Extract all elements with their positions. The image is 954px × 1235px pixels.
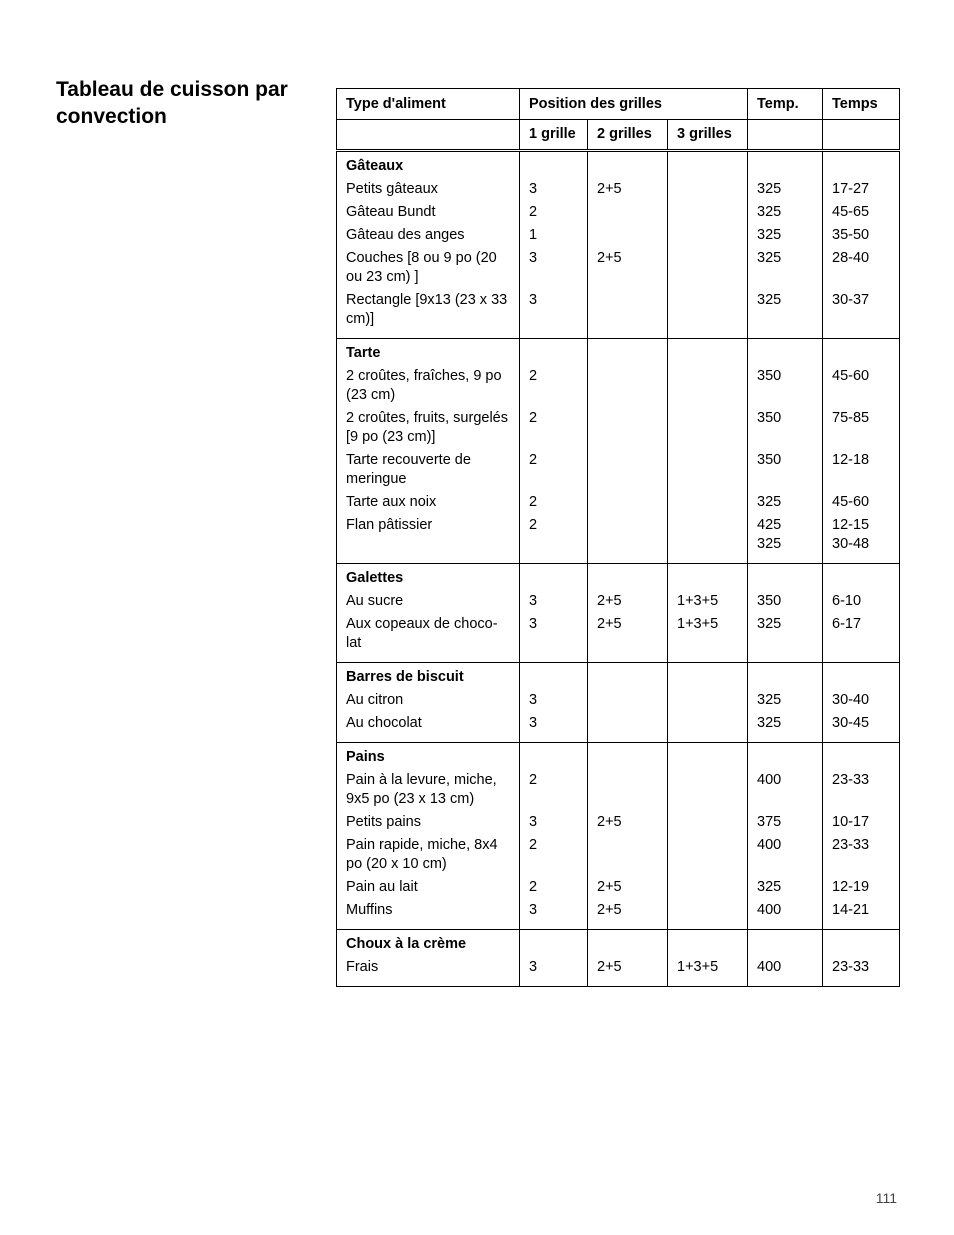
empty-cell — [588, 743, 668, 768]
rack-g1: 1 — [520, 222, 588, 245]
table-body — [337, 151, 900, 987]
temp-cell: 325 — [748, 222, 823, 245]
temp-cell — [748, 512, 823, 564]
food-item: Couches [8 ou 9 po (20 ou 23 cm) ] — [337, 245, 520, 287]
empty-cell — [668, 339, 748, 364]
empty-cell — [668, 663, 748, 688]
food-item: Au sucre — [337, 588, 520, 611]
rack-g3 — [668, 710, 748, 743]
empty-cell — [520, 151, 588, 177]
temp-cell: 325 — [748, 287, 823, 339]
temp-cell: 375 — [748, 809, 823, 832]
empty-cell — [823, 564, 900, 589]
empty-cell — [588, 339, 668, 364]
time-cell: 12-18 — [823, 447, 900, 489]
rack-g2: 2+5 — [588, 611, 668, 663]
rack-g1: 3 — [520, 611, 588, 663]
rack-g3 — [668, 897, 748, 930]
time-cell — [823, 512, 900, 564]
header-position: Position des grilles — [520, 89, 748, 120]
rack-g3 — [668, 405, 748, 447]
food-item: Petits gâteaux — [337, 176, 520, 199]
rack-g2: 2+5 — [588, 245, 668, 287]
table-row — [337, 405, 900, 447]
header-grille-1: 1 grille — [520, 120, 588, 151]
empty-cell — [520, 930, 588, 955]
table-row — [337, 687, 900, 710]
page-title: Tableau de cuisson par convection — [56, 78, 288, 128]
rack-g1: 2 — [520, 512, 588, 564]
rack-g3 — [668, 489, 748, 512]
rack-g2: 2+5 — [588, 588, 668, 611]
food-item: Pain au lait — [337, 874, 520, 897]
empty-cell — [668, 930, 748, 955]
table-row — [337, 199, 900, 222]
rack-g1: 2 — [520, 405, 588, 447]
rack-g2 — [588, 767, 668, 809]
section-name: Choux à la crème — [337, 930, 520, 955]
empty-cell — [520, 663, 588, 688]
empty-cell — [520, 564, 588, 589]
table-row — [337, 954, 900, 987]
temp-cell: 325 — [748, 611, 823, 663]
header-grille-2: 2 grilles — [588, 120, 668, 151]
empty-cell — [588, 151, 668, 177]
header-empty — [337, 120, 520, 151]
food-item: Muffins — [337, 897, 520, 930]
rack-g3 — [668, 809, 748, 832]
temp-cell: 350 — [748, 363, 823, 405]
time-cell: 35-50 — [823, 222, 900, 245]
section-name: Galettes — [337, 564, 520, 589]
temp-cell: 325 — [748, 687, 823, 710]
section-header — [337, 930, 900, 955]
food-item: Frais — [337, 954, 520, 987]
rack-g2 — [588, 199, 668, 222]
time-cell: 14-21 — [823, 897, 900, 930]
rack-g3: 1+3+5 — [668, 954, 748, 987]
time-cell: 30-45 — [823, 710, 900, 743]
rack-g1: 3 — [520, 687, 588, 710]
table-row — [337, 512, 900, 564]
time-cell: 23-33 — [823, 832, 900, 874]
time-value-2: 30-48 — [832, 536, 870, 552]
table-row — [337, 710, 900, 743]
food-item: Tarte aux noix — [337, 489, 520, 512]
temp-cell: 400 — [748, 832, 823, 874]
section-name: Pains — [337, 743, 520, 768]
rack-g2: 2+5 — [588, 176, 668, 199]
temp-cell: 325 — [748, 176, 823, 199]
rack-g3 — [668, 767, 748, 809]
rack-g1: 3 — [520, 245, 588, 287]
empty-cell — [588, 930, 668, 955]
table-row — [337, 447, 900, 489]
empty-cell — [520, 339, 588, 364]
rack-g2: 2+5 — [588, 874, 668, 897]
rack-g2 — [588, 832, 668, 874]
empty-cell — [668, 743, 748, 768]
table-row — [337, 287, 900, 339]
time-cell: 10-17 — [823, 809, 900, 832]
empty-cell — [520, 743, 588, 768]
table-row — [337, 363, 900, 405]
section-header — [337, 564, 900, 589]
section-name: Barres de biscuit — [337, 663, 520, 688]
food-item: Au chocolat — [337, 710, 520, 743]
rack-g1: 3 — [520, 897, 588, 930]
rack-g2: 2+5 — [588, 954, 668, 987]
food-item: 2 croûtes, fruits, surgelés [9 po (23 cm)] — [337, 405, 520, 447]
time-cell: 17-27 — [823, 176, 900, 199]
rack-g3 — [668, 199, 748, 222]
rack-g3 — [668, 176, 748, 199]
empty-cell — [748, 663, 823, 688]
food-item: Gâteau des anges — [337, 222, 520, 245]
temp-cell: 325 — [748, 874, 823, 897]
rack-g2: 2+5 — [588, 809, 668, 832]
food-item: Tarte recouverte de meringue — [337, 447, 520, 489]
rack-g1: 3 — [520, 176, 588, 199]
rack-g3 — [668, 874, 748, 897]
food-item: Gâteau Bundt — [337, 199, 520, 222]
rack-g1: 2 — [520, 199, 588, 222]
rack-g1: 2 — [520, 874, 588, 897]
table-row — [337, 222, 900, 245]
empty-cell — [668, 564, 748, 589]
rack-g2 — [588, 287, 668, 339]
rack-g3 — [668, 832, 748, 874]
food-item: Aux copeaux de choco-lat — [337, 611, 520, 663]
rack-g2 — [588, 687, 668, 710]
rack-g3 — [668, 687, 748, 710]
rack-g1: 2 — [520, 363, 588, 405]
section-header — [337, 743, 900, 768]
rack-g3 — [668, 512, 748, 564]
food-item: Au citron — [337, 687, 520, 710]
rack-g2 — [588, 512, 668, 564]
empty-cell — [588, 564, 668, 589]
rack-g2 — [588, 222, 668, 245]
header-time: Temps — [823, 89, 900, 120]
header-empty — [748, 120, 823, 151]
temp-cell: 350 — [748, 447, 823, 489]
table-row — [337, 611, 900, 663]
rack-g1: 3 — [520, 809, 588, 832]
time-cell: 6-10 — [823, 588, 900, 611]
convection-table — [336, 88, 899, 987]
rack-g3 — [668, 363, 748, 405]
time-cell: 45-65 — [823, 199, 900, 222]
rack-g2 — [588, 363, 668, 405]
temp-cell: 350 — [748, 588, 823, 611]
temp-cell: 325 — [748, 489, 823, 512]
time-cell: 30-37 — [823, 287, 900, 339]
rack-g3 — [668, 222, 748, 245]
time-cell: 12-19 — [823, 874, 900, 897]
rack-g3 — [668, 287, 748, 339]
temp-cell: 400 — [748, 767, 823, 809]
header-grille-3: 3 grilles — [668, 120, 748, 151]
food-item: Rectangle [9x13 (23 x 33 cm)] — [337, 287, 520, 339]
section-header — [337, 663, 900, 688]
rack-g2 — [588, 405, 668, 447]
empty-cell — [823, 151, 900, 177]
time-cell: 6-17 — [823, 611, 900, 663]
rack-g1: 3 — [520, 954, 588, 987]
temp-value: 425 — [757, 517, 782, 533]
rack-g1: 2 — [520, 767, 588, 809]
time-cell: 45-60 — [823, 363, 900, 405]
section-header — [337, 339, 900, 364]
rack-g2 — [588, 489, 668, 512]
temp-cell: 325 — [748, 199, 823, 222]
section-header — [337, 151, 900, 177]
section-name: Tarte — [337, 339, 520, 364]
header-type: Type d'aliment — [337, 89, 520, 120]
empty-cell — [748, 339, 823, 364]
time-value: 12-15 — [832, 517, 870, 533]
rack-g2: 2+5 — [588, 897, 668, 930]
time-cell: 30-40 — [823, 687, 900, 710]
table-row — [337, 245, 900, 287]
rack-g1: 2 — [520, 832, 588, 874]
table-row — [337, 897, 900, 930]
table-row — [337, 767, 900, 809]
food-item: Flan pâtissier — [337, 512, 520, 564]
rack-g3 — [668, 245, 748, 287]
food-item: Petits pains — [337, 809, 520, 832]
header-empty — [823, 120, 900, 151]
rack-g3: 1+3+5 — [668, 588, 748, 611]
table-row — [337, 809, 900, 832]
empty-cell — [748, 564, 823, 589]
empty-cell — [823, 743, 900, 768]
empty-cell — [668, 151, 748, 177]
empty-cell — [748, 743, 823, 768]
temp-cell: 400 — [748, 897, 823, 930]
rack-g1: 3 — [520, 588, 588, 611]
rack-g1: 3 — [520, 287, 588, 339]
header-temp: Temp. — [748, 89, 823, 120]
rack-g1: 2 — [520, 489, 588, 512]
section-name: Gâteaux — [337, 151, 520, 177]
time-cell: 28-40 — [823, 245, 900, 287]
rack-g1: 2 — [520, 447, 588, 489]
time-cell: 23-33 — [823, 767, 900, 809]
temp-cell: 350 — [748, 405, 823, 447]
temp-value-2: 325 — [757, 536, 782, 552]
page-number: 111 — [875, 1190, 897, 1206]
time-cell: 75-85 — [823, 405, 900, 447]
empty-cell — [748, 151, 823, 177]
empty-cell — [823, 663, 900, 688]
rack-g3 — [668, 447, 748, 489]
food-item: 2 croûtes, fraîches, 9 po (23 cm) — [337, 363, 520, 405]
time-cell: 45-60 — [823, 489, 900, 512]
time-cell: 23-33 — [823, 954, 900, 987]
table-row — [337, 874, 900, 897]
table-row — [337, 489, 900, 512]
rack-g2 — [588, 710, 668, 743]
empty-cell — [748, 930, 823, 955]
rack-g1: 3 — [520, 710, 588, 743]
food-item: Pain rapide, miche, 8x4 po (20 x 10 cm) — [337, 832, 520, 874]
rack-g3: 1+3+5 — [668, 611, 748, 663]
food-item: Pain à la levure, miche, 9x5 po (23 x 13 cm) — [337, 767, 520, 809]
empty-cell — [823, 339, 900, 364]
empty-cell — [823, 930, 900, 955]
table-row — [337, 588, 900, 611]
empty-cell — [588, 663, 668, 688]
temp-cell: 325 — [748, 245, 823, 287]
temp-cell: 325 — [748, 710, 823, 743]
rack-g2 — [588, 447, 668, 489]
temp-cell: 400 — [748, 954, 823, 987]
table-row — [337, 176, 900, 199]
table-row — [337, 832, 900, 874]
